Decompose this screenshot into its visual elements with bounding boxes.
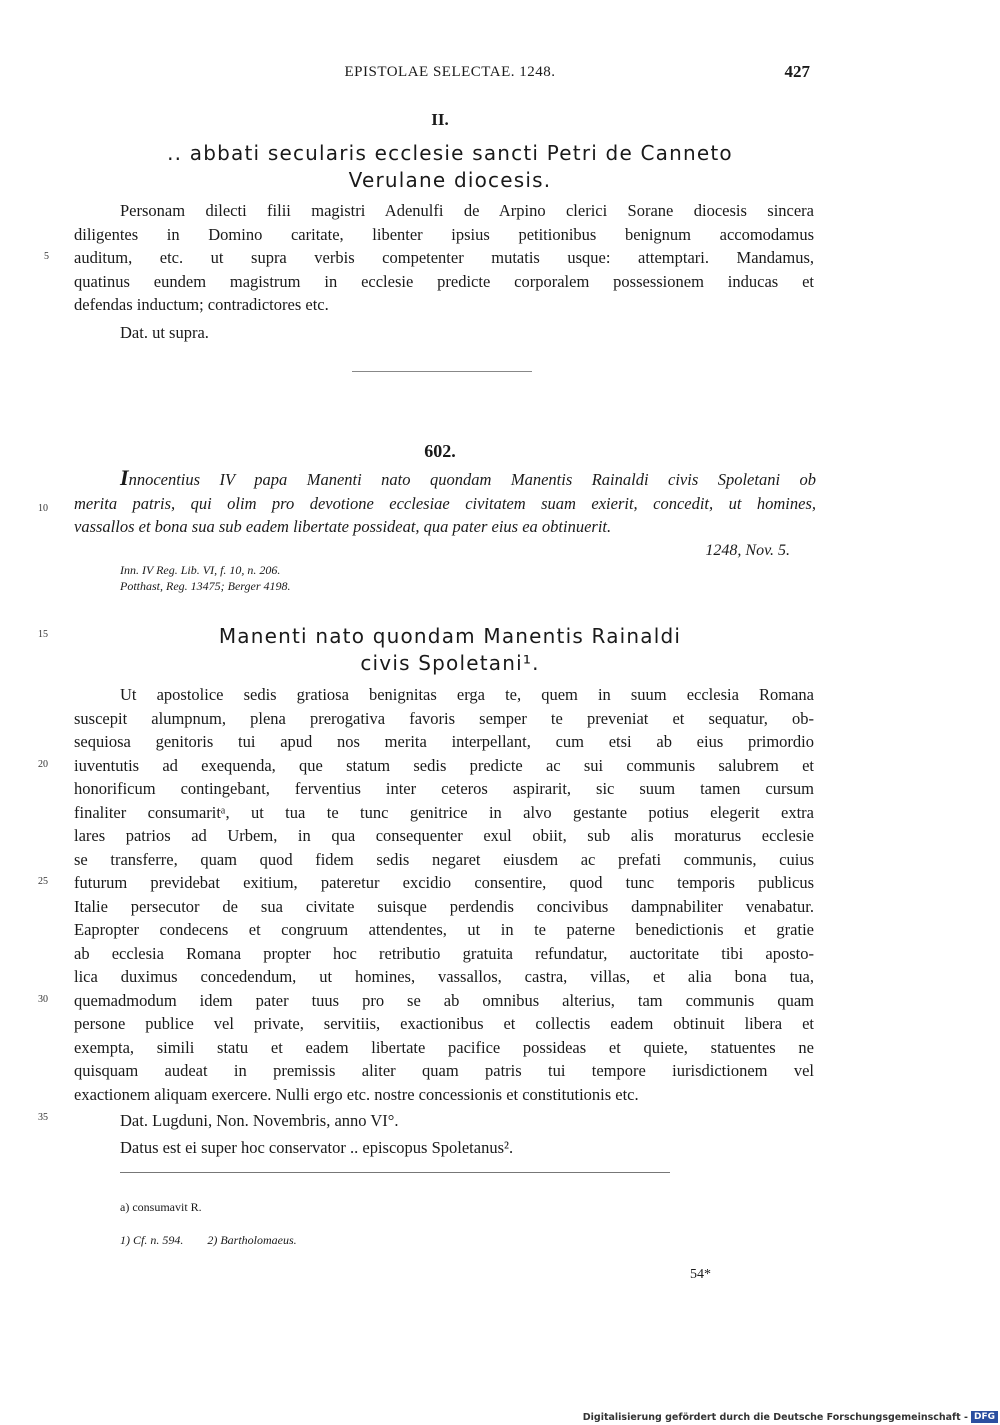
line-number: 10 xyxy=(38,503,48,514)
letter-address xyxy=(120,623,780,677)
body-line: defendas inductum; contradictores etc. xyxy=(74,295,329,314)
datus-line: Datus est ei super hoc conservator .. episcopus Spoletanus². xyxy=(120,1137,514,1157)
letter-address xyxy=(120,140,780,194)
address-line: Verulane diocesis. xyxy=(348,168,552,192)
letter-date: 1248, Nov. 5. xyxy=(705,542,790,559)
running-header-title: EPISTOLAE SELECTAE. 1248. xyxy=(344,64,556,80)
body-line: persone publice vel private, servitiis, exactionibus et collectis eadem obtinuit libera et xyxy=(74,1014,814,1033)
body-line: futurum previdebat exitium, pateretur excidio consentire, quod tunc temporis publicus xyxy=(74,873,814,892)
body-line: quatinus eundem magistrum in ecclesie predicte corporalem possessionem inducas et xyxy=(74,271,814,291)
body-line: exempta, simili statu et eadem libertate pacifice possideas et quiete, statuentes ne xyxy=(74,1037,814,1057)
drop-cap: I xyxy=(120,465,129,490)
footnote-divider xyxy=(120,1172,670,1173)
address-line: .. abbati secularis ecclesie sancti Petri de Canneto xyxy=(167,141,733,165)
letter-number: 602. xyxy=(424,441,456,461)
body-line: diligentes in Domino caritate, libenter ipsius petitionibus benignum accomodamus xyxy=(74,224,814,244)
source-line: Inn. IV Reg. Lib. VI, f. 10, n. 206. xyxy=(120,563,281,577)
letter-summary xyxy=(74,466,816,539)
digitization-text: Digitalisierung gefördert durch die Deutsche Forschungsgemeinschaft - xyxy=(582,1411,968,1423)
letter-numeral: II. xyxy=(431,110,449,129)
body-line: quemadmodum idem pater tuus pro se ab omnibus alterius, tam communis quam xyxy=(74,990,814,1010)
body-line: Eapropter condecens et congruum attendentes, ut in te paterne benedictionis et gratie xyxy=(74,920,814,939)
address-line: civis Spoletani¹. xyxy=(360,651,540,675)
body-line: Italie persecutor de sua civitate suisque perdendis concivibus dampnabiliter venabatur. xyxy=(74,896,814,916)
body-line: exactionem aliquam exercere. Nulli ergo etc. nostre concessionis et constitutionis etc. xyxy=(74,1084,639,1104)
source-line: Potthast, Reg. 13475; Berger 4198. xyxy=(120,579,291,593)
signature-mark: 54* xyxy=(690,1267,711,1282)
body-line: auditum, etc. ut supra verbis competenter mutatis usque: attemptari. Mandamus, xyxy=(74,248,814,267)
section-divider xyxy=(352,371,532,372)
body-line: quisquam audeat in premissis aliter quam patris tui tempore iurisdictionem vel xyxy=(74,1061,814,1080)
line-number: 35 xyxy=(38,1112,48,1123)
line-number: 30 xyxy=(38,994,48,1005)
letter-body xyxy=(74,683,814,1159)
dfg-logo: DFG xyxy=(971,1411,998,1423)
summary-line: vassallos et bona sua sub eadem libertate possideat, qua pater eius ea obtinuerit. xyxy=(74,517,612,536)
line-number: 5 xyxy=(44,251,49,262)
body-line: se transferre, quam quod fidem sedis negaret eiusdem ac prefati communis, cuius xyxy=(74,849,814,869)
line-number: 15 xyxy=(38,629,48,640)
body-line: lica duximus concedendum, ut homines, vassallos, castra, villas, et alia bona tua, xyxy=(74,967,814,986)
body-line: finaliter consumaritᵃ, ut tua te tunc genitrice in alvo gestante potius elegerit extra xyxy=(74,802,814,822)
body-line: suscepit alumpnum, plena prerogativa favoris semper te preveniat et sequatur, ob- xyxy=(74,708,814,728)
footnote-notes: 1) Cf. n. 594. 2) Bartholomaeus. xyxy=(120,1233,297,1247)
summary-line: Innocentius IV papa Manenti nato quondam Manentis Rainaldi civis Spoletani ob xyxy=(120,465,816,490)
body-line: honorificum contingebant, ferventius inter ceteros aspirarit, sic suum tamen cursum xyxy=(74,779,814,798)
letter-body xyxy=(74,199,814,344)
dat-line: Dat. ut supra. xyxy=(120,322,209,342)
summary-line: merita patris, qui olim pro devotione ecclesiae civitatem suam exierit, concedit, ut homines, xyxy=(74,493,816,513)
dat-line: Dat. Lugduni, Non. Novembris, anno VI°. xyxy=(120,1111,399,1130)
body-line: sequiosa genitoris tui apud nos merita interpellant, cum etsi ab eius primordio xyxy=(74,732,814,751)
address-line: Manenti nato quondam Manentis Rainaldi xyxy=(218,624,682,648)
page-number: 427 xyxy=(784,62,810,81)
sources xyxy=(120,562,520,594)
body-line: iuventutis ad exequenda, que statum sedis predicte ac sui communis salubrem et xyxy=(74,755,814,775)
digitization-credit xyxy=(583,1411,998,1423)
body-line: Personam dilecti filii magistri Adenulfi de Arpino clerici Sorane diocesis sincera xyxy=(120,201,814,220)
body-line: ab ecclesia Romana propter hoc retributio gratuita refundatur, auctoritate tibi aposto- xyxy=(74,943,814,963)
line-number: 25 xyxy=(38,876,48,887)
line-number: 20 xyxy=(38,759,48,770)
footnote-variant: a) consumavit R. xyxy=(120,1200,202,1214)
body-line: Ut apostolice sedis gratiosa benignitas erga te, quem in suum ecclesia Romana xyxy=(120,685,814,704)
body-line: lares patrios ad Urbem, in qua consequenter exul obiit, sub alis moraturus ecclesie xyxy=(74,826,814,845)
